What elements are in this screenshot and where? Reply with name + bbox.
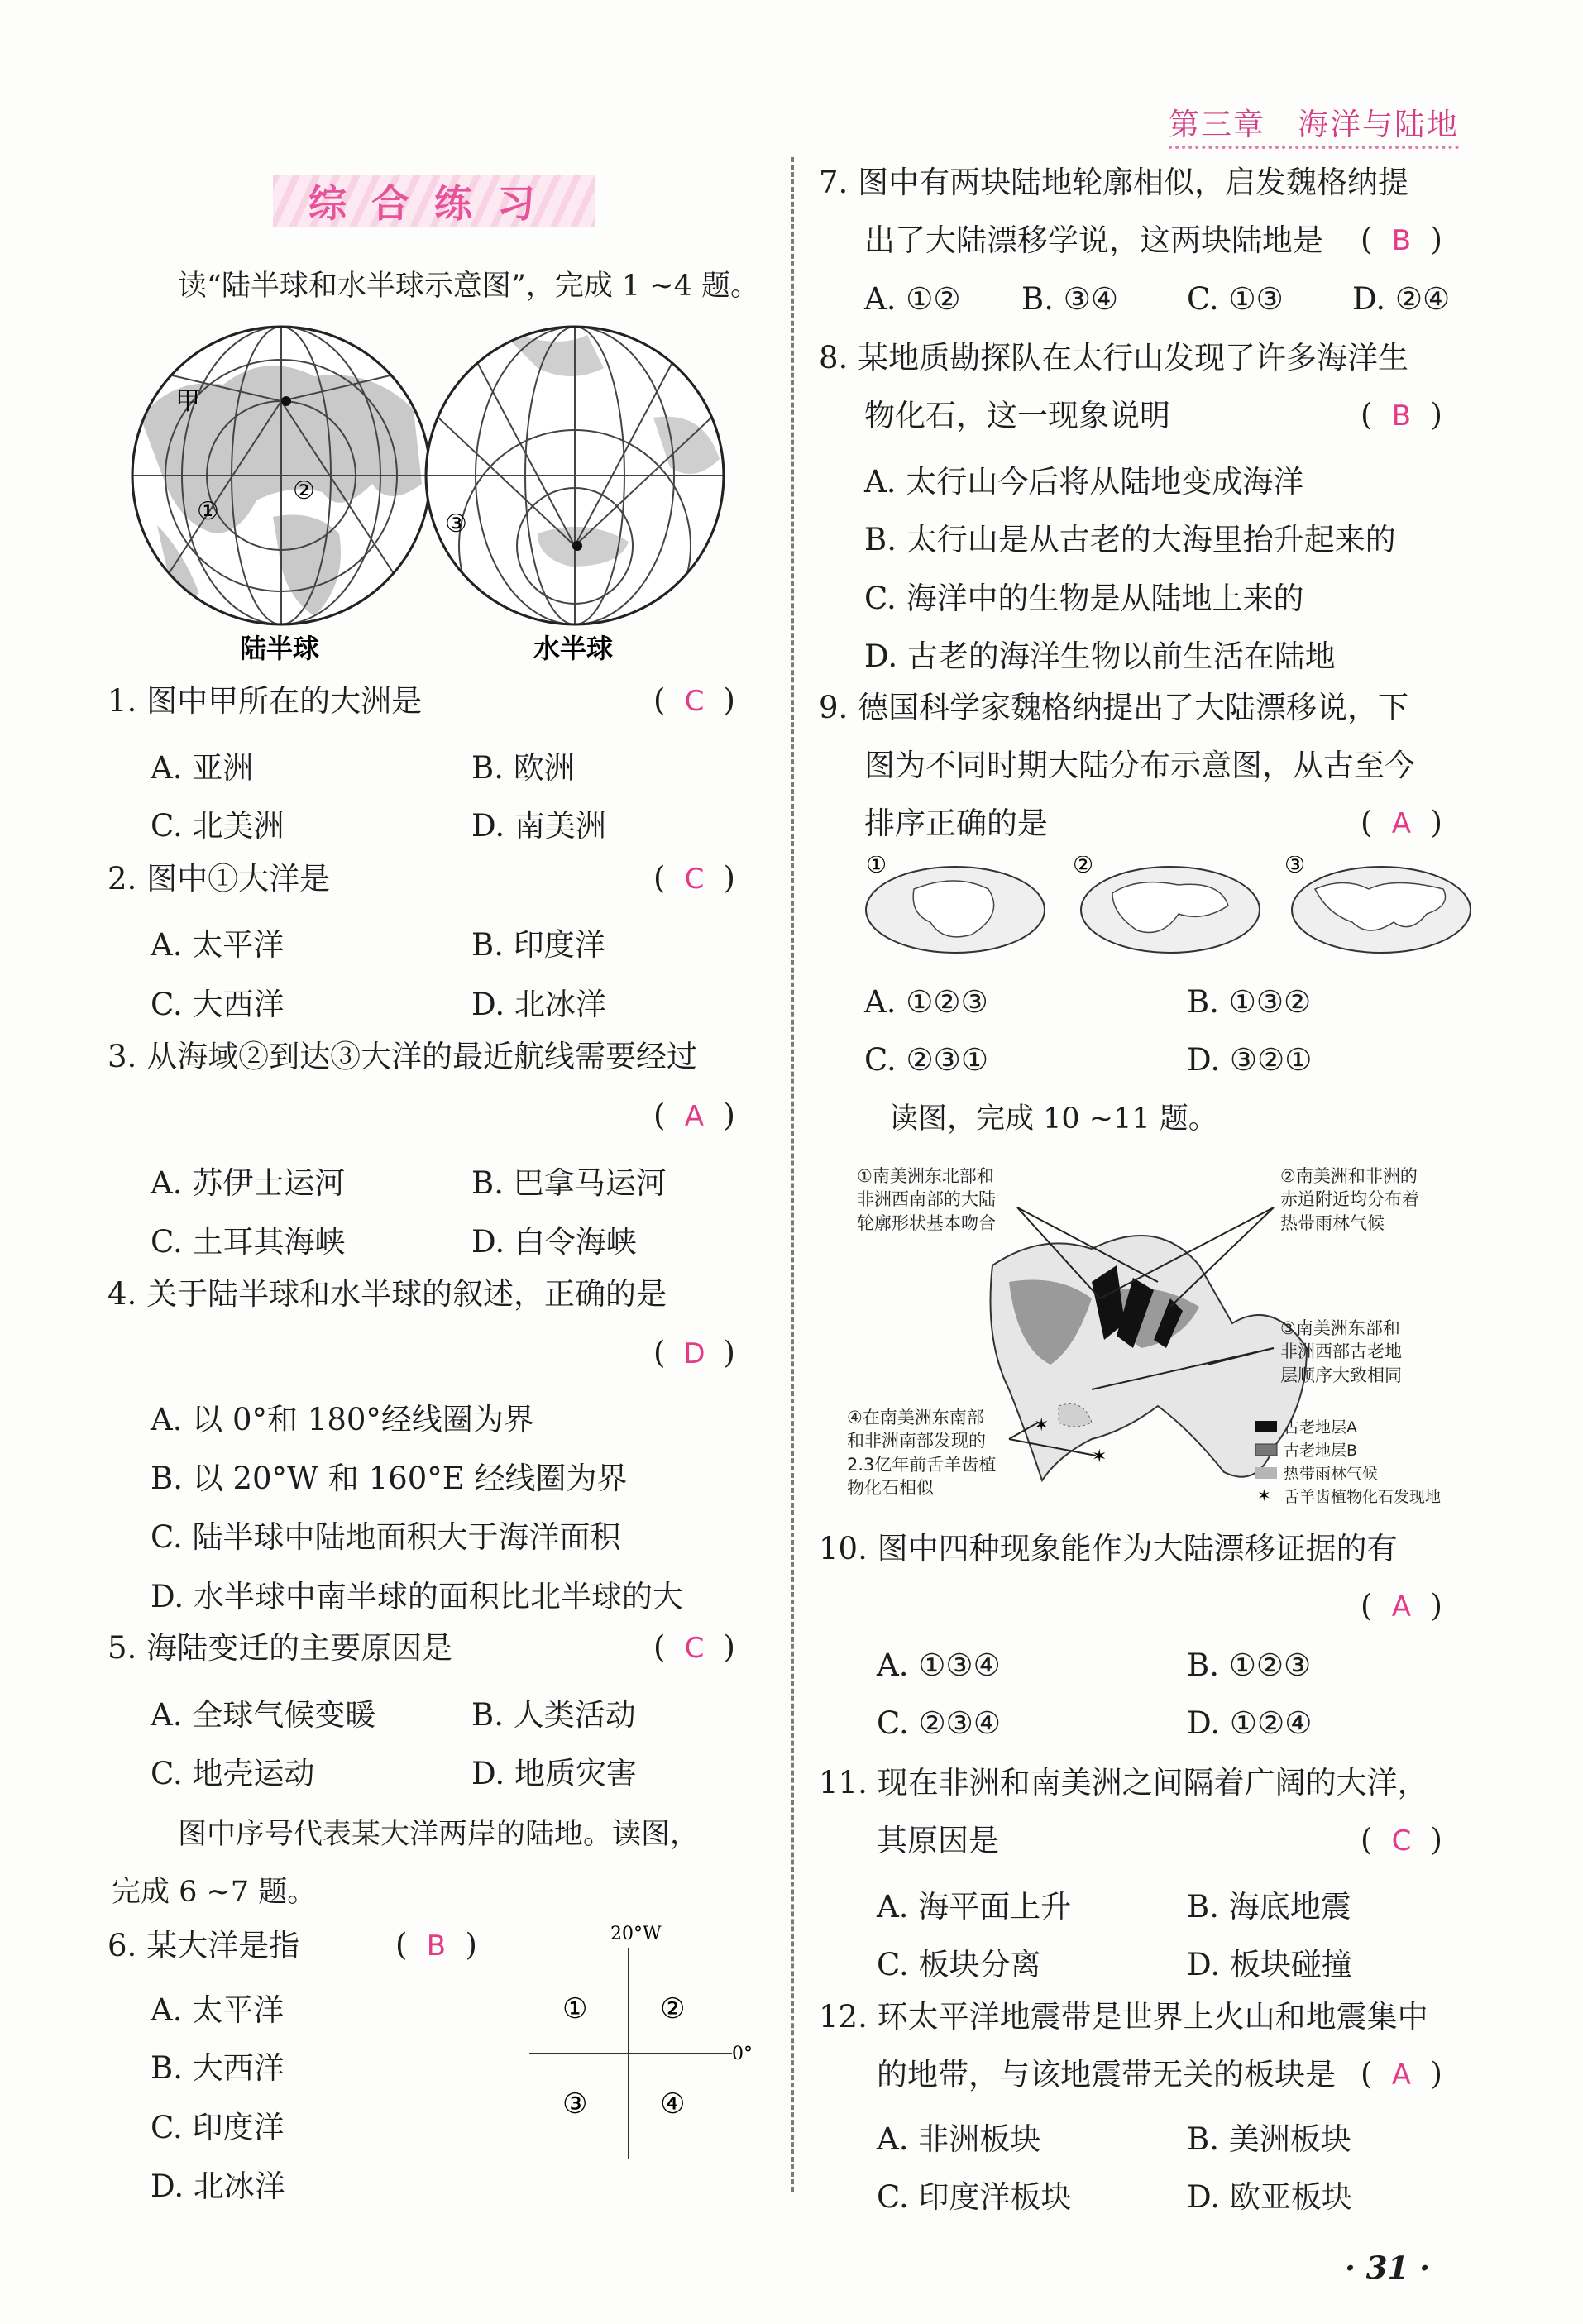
q5-answer-letter: C [684, 1632, 705, 1665]
q4-option-d: D. 水半球中南半球的面积比北半球的大 [151, 1579, 683, 1614]
svg-text:✶: ✶ [1034, 1415, 1050, 1436]
q12-option-c: C. 印度洋板块 [877, 2179, 1072, 2215]
cross-n3: ③ [562, 2087, 588, 2121]
intro-q6-7-line2: 完成 6 ~7 题。 [112, 1876, 317, 1909]
q10-option-a: A. ①③④ [877, 1647, 1001, 1683]
q9-stem-line3: 排序正确的是 [864, 806, 1048, 841]
svg-text:✶: ✶ [1257, 1485, 1271, 1505]
q4-option-b: B. 以 20°W 和 160°E 经线圈为界 [151, 1461, 628, 1496]
q9-option-c: C. ②③① [864, 1042, 989, 1078]
q11-option-c: C. 板块分离 [877, 1947, 1041, 1982]
q9-stem-line1: 9. 德国科学家魏格纳提出了大陆漂移说，下 [819, 690, 1409, 725]
q10-stem: 10. 图中四种现象能作为大陆漂移证据的有 [819, 1531, 1398, 1566]
q7-stem-line1: 7. 图中有两块陆地轮廓相似，启发魏格纳提 [819, 165, 1409, 200]
q1-stem: 1. 图中甲所在的大洲是 [108, 683, 423, 719]
q12-option-a: A. 非洲板块 [877, 2121, 1041, 2157]
q10-option-c: C. ②③④ [877, 1705, 1002, 1741]
chapter-header: 第三章 海洋与陆地 [1169, 99, 1459, 149]
q9-option-d: D. ③②① [1187, 1042, 1313, 1078]
q3-answer-letter: A [684, 1100, 705, 1133]
q8-option-c: C. 海洋中的生物是从陆地上来的 [864, 581, 1304, 616]
q4-stem: 4. 关于陆半球和水半球的叙述，正确的是 [108, 1276, 667, 1312]
q11-answer: ( C ) [1361, 1822, 1442, 1858]
q6-stem: 6. 某大洋是指 [108, 1928, 300, 1963]
q3-stem: 3. 从海域②到达③大洋的最近航线需要经过 [108, 1039, 698, 1074]
q9-option-a: A. ①②③ [864, 984, 988, 1020]
q6-option-d: D. 北冰洋 [151, 2169, 285, 2204]
q7-option-c: C. ①③ [1187, 281, 1284, 317]
continental-maps-figure [864, 856, 1476, 955]
q9-answer: ( A ) [1361, 805, 1442, 840]
q9-answer-letter: A [1391, 807, 1412, 840]
q5-stem: 5. 海陆变迁的主要原因是 [108, 1630, 453, 1666]
label-3: ③ [445, 509, 467, 538]
q6-option-c: C. 印度洋 [151, 2110, 285, 2145]
q12-option-d: D. 欧亚板块 [1187, 2179, 1352, 2215]
q10-option-b: B. ①②③ [1187, 1647, 1312, 1683]
q5-option-b: B. 人类活动 [471, 1697, 636, 1733]
q6-answer: ( B ) [395, 1927, 477, 1963]
section-title: 综合练习 [273, 175, 595, 227]
land-hemisphere-label: 陆半球 [240, 633, 320, 664]
q8-option-b: B. 太行山是从古老的大海里抬升起来的 [864, 522, 1396, 557]
map-1 [866, 856, 1045, 953]
q8-stem-line2: 物化石，这一现象说明 [864, 398, 1170, 433]
ocean-cross-figure [521, 1919, 761, 2167]
q5-option-d: D. 地质灾害 [471, 1756, 637, 1791]
map-2 [1073, 856, 1260, 953]
q5-option-a: A. 全球气候变暖 [151, 1697, 376, 1733]
q7-option-b: B. ③④ [1021, 281, 1119, 317]
q12-stem-line1: 12. 环太平洋地震带是世界上火山和地震集中 [819, 1999, 1428, 2035]
q4-option-a: A. 以 0°和 180°经线圈为界 [151, 1402, 534, 1437]
map-3-label: ③ [1284, 856, 1306, 878]
water-hemisphere [426, 327, 724, 662]
q7-option-d: D. ②④ [1352, 281, 1451, 317]
q12-option-b: B. 美洲板块 [1187, 2121, 1351, 2157]
q4-option-c: C. 陆半球中陆地面积大于海洋面积 [151, 1519, 621, 1555]
q11-answer-letter: C [1391, 1824, 1412, 1858]
q6-option-a: A. 太平洋 [151, 1992, 285, 2028]
q8-option-a: A. 太行山今后将从陆地变成海洋 [864, 464, 1304, 500]
map-2-label: ② [1073, 856, 1094, 878]
cross-label-20w: 20°W [610, 1924, 662, 1944]
intro-q6-7-line1: 图中序号代表某大洋两岸的陆地。读图， [178, 1818, 700, 1851]
q1-option-b: B. 欧洲 [471, 750, 575, 786]
q7-answer: ( B ) [1361, 222, 1442, 257]
q5-answer: ( C ) [653, 1629, 735, 1665]
q3-option-b: B. 巴拿马运河 [471, 1165, 667, 1201]
map-1-label: ① [866, 856, 887, 878]
q1-answer-letter: C [684, 685, 705, 718]
cross-n4: ④ [660, 2087, 686, 2121]
q9-option-b: B. ①③② [1187, 984, 1312, 1020]
q2-answer: ( C ) [653, 860, 735, 896]
land-hemisphere [132, 327, 430, 624]
q4-answer-letter: D [683, 1337, 705, 1370]
svg-text:✶: ✶ [1092, 1447, 1107, 1467]
q12-stem-line2: 的地带，与该地震带无关的板块是 [877, 2057, 1336, 2092]
drift-legend [1284, 1416, 1441, 1509]
q1-option-d: D. 南美洲 [471, 808, 606, 844]
q2-option-a: A. 太平洋 [151, 927, 285, 963]
map-3 [1284, 856, 1471, 953]
q3-option-c: C. 土耳其海峡 [151, 1224, 346, 1260]
q6-option-b: B. 大西洋 [151, 2050, 285, 2086]
q4-answer: ( D ) [653, 1335, 735, 1370]
q2-stem: 2. 图中①大洋是 [108, 861, 331, 897]
q2-option-c: C. 大西洋 [151, 987, 285, 1022]
q2-option-b: B. 印度洋 [471, 927, 605, 963]
drift-note-3: ③南美洲东部和 非洲西部古老地 层顺序大致相同 [1280, 1318, 1402, 1385]
continental-drift-figure [844, 1158, 1489, 1513]
q11-option-b: B. 海底地震 [1187, 1889, 1351, 1925]
globe-figure [124, 318, 736, 666]
q8-option-d: D. 古老的海洋生物以前生活在陆地 [864, 638, 1336, 674]
q6-answer-letter: B [426, 1929, 447, 1963]
q11-option-d: D. 板块碰撞 [1187, 1947, 1352, 1982]
legend-fossil-site: 舌羊齿植物化石发现地 [1284, 1488, 1442, 1506]
intro-q1-4: 读“陆半球和水半球示意图”，完成 1 ~4 题。 [178, 270, 760, 303]
q5-option-c: C. 地壳运动 [151, 1756, 315, 1791]
cross-n2: ② [660, 1992, 686, 2025]
q11-stem-line2: 其原因是 [877, 1823, 999, 1858]
drift-note-2: ②南美洲和非洲的 赤道附近均分布着 热带雨林气候 [1280, 1166, 1419, 1233]
q8-answer-letter: B [1391, 399, 1412, 433]
q12-answer: ( A ) [1361, 2056, 1442, 2092]
q7-answer-letter: B [1391, 224, 1412, 257]
q3-option-d: D. 白令海峡 [471, 1224, 637, 1260]
q7-option-a: A. ①② [864, 281, 961, 317]
q3-option-a: A. 苏伊士运河 [151, 1165, 346, 1201]
drift-note-4: ④在南美洲东南部 和非洲南部发现的 2.3亿年前舌羊齿植 物化石相似 [847, 1408, 997, 1499]
legend-rainforest: 热带雨林气候 [1284, 1465, 1379, 1483]
q11-stem-line1: 11. 现在非洲和南美洲之间隔着广阔的大洋， [819, 1765, 1428, 1800]
q7-stem-line2: 出了大陆漂移学说，这两块陆地是 [864, 222, 1323, 258]
q1-option-c: C. 北美洲 [151, 808, 285, 844]
q9-stem-line2: 图为不同时期大陆分布示意图，从古至今 [864, 748, 1415, 783]
q12-answer-letter: A [1391, 2059, 1412, 2092]
label-2: ② [293, 476, 315, 505]
intro-q10-11: 读图，完成 10 ~11 题。 [889, 1102, 1217, 1136]
q8-stem-line1: 8. 某地质勘探队在太行山发现了许多海洋生 [819, 340, 1409, 375]
page-number: · 31 · [1344, 2250, 1430, 2286]
q10-option-d: D. ①②④ [1187, 1705, 1313, 1741]
label-jia: 甲 [175, 387, 200, 416]
q10-answer: ( A ) [1361, 1588, 1442, 1623]
q3-answer: ( A ) [653, 1097, 735, 1133]
q10-answer-letter: A [1391, 1590, 1412, 1623]
cross-label-0: 0° [732, 2044, 753, 2064]
q11-option-a: A. 海平面上升 [877, 1889, 1072, 1925]
q2-answer-letter: C [684, 863, 705, 896]
legend-old-strata-b: 古老地层B [1284, 1442, 1358, 1460]
cross-n1: ① [562, 1992, 588, 2025]
label-1: ① [197, 497, 219, 526]
legend-old-strata-a: 古老地层A [1284, 1418, 1357, 1437]
q1-option-a: A. 亚洲 [151, 750, 254, 786]
column-divider [792, 157, 794, 2192]
drift-note-1: ①南美洲东北部和 非洲西南部的大陆 轮廓形状基本吻合 [857, 1166, 996, 1233]
q2-option-d: D. 北冰洋 [471, 987, 606, 1022]
q1-answer: ( C ) [653, 682, 735, 718]
q8-answer: ( B ) [1361, 397, 1442, 433]
water-hemisphere-label: 水半球 [533, 633, 614, 664]
